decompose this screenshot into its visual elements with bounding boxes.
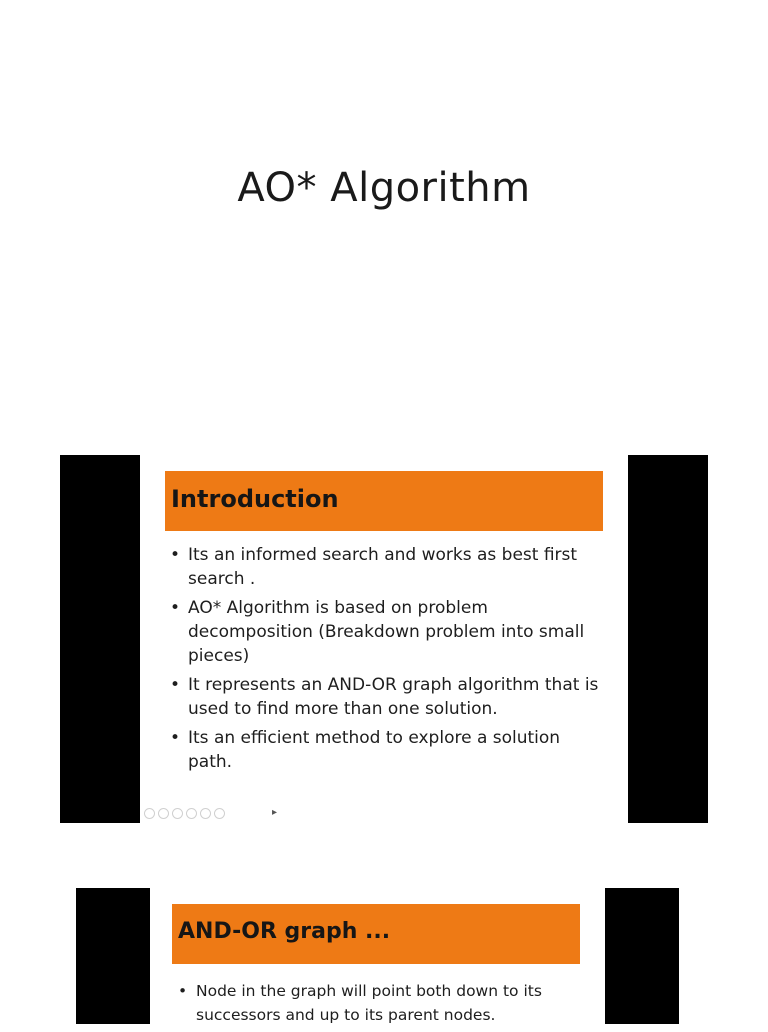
bullet-item: • Its an efficient method to explore a solution path. <box>170 726 600 774</box>
slide-and-or-graph <box>150 888 605 1024</box>
page-title: AO* Algorithm <box>237 165 531 211</box>
more-icon[interactable] <box>214 808 225 819</box>
mouse-cursor-icon: ▸ <box>272 807 278 818</box>
bullet-list-and-or-graph <box>178 979 578 1032</box>
bullet-item: • AO* Algorithm is based on problem decomposition (Breakdown problem into small pieces) <box>170 596 600 668</box>
next-icon[interactable] <box>158 808 169 819</box>
pen-icon[interactable] <box>172 808 183 819</box>
slide-header-and-or-graph: AND-OR graph ... <box>172 904 580 964</box>
bullet-item: • Its an informed search and works as best first search . <box>170 543 600 591</box>
bullet-item: • Node in the graph will point both down to its successors and up to its parent nodes. <box>178 979 578 1027</box>
bullet-list-introduction <box>170 543 600 779</box>
prev-icon[interactable] <box>144 808 155 819</box>
slide-header-introduction: Introduction <box>165 471 603 531</box>
slides-icon[interactable] <box>186 808 197 819</box>
slide-image-frame-1 <box>60 455 708 823</box>
zoom-icon[interactable] <box>200 808 211 819</box>
slide-image-frame-2 <box>76 888 679 1024</box>
bullet-item: • It represents an AND-OR graph algorithm that is used to find more than one solution. <box>170 673 600 721</box>
slide-introduction <box>140 455 628 823</box>
slideshow-toolbar <box>144 805 225 821</box>
